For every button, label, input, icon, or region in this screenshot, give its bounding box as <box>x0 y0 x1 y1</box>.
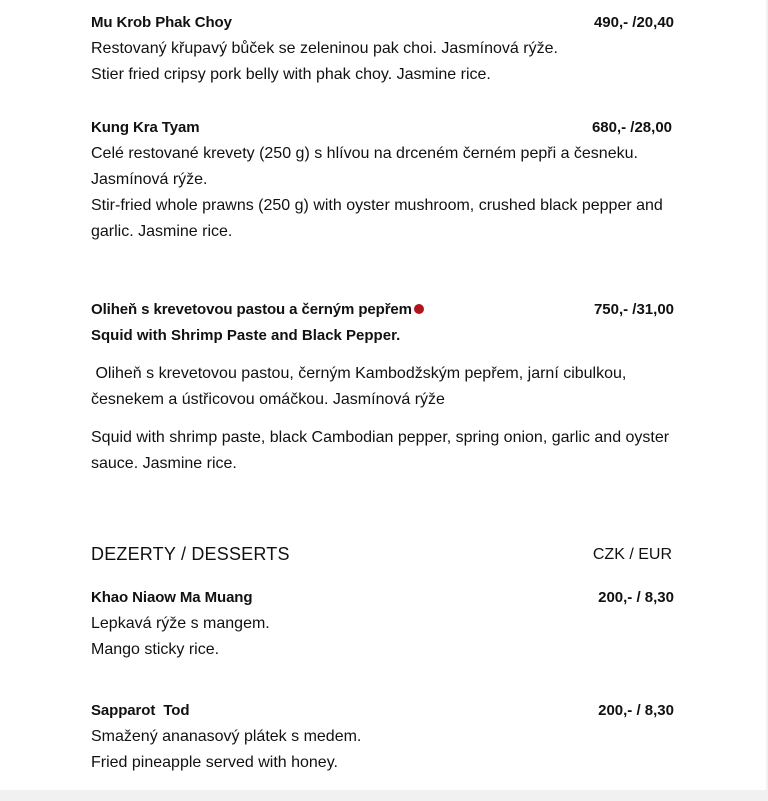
menu-item-description-cz: česnekem a ústřicovou omáčkou. Jasmínová rýže <box>91 391 445 408</box>
menu-item-name-wrap <box>91 297 424 323</box>
menu-item-description-cz: Jasmínová rýže. <box>91 171 208 188</box>
menu-item-description-en: Squid with shrimp paste, black Cambodian pepper, spring onion, garlic and oyster <box>91 429 670 446</box>
menu-item-name: Sapparot Tod <box>91 702 190 719</box>
menu-item-price: 200,- / 8,30 <box>598 589 674 606</box>
menu-item-header <box>91 10 674 36</box>
menu-item-description-cz: Restovaný křupavý bůček se zeleninou pak choi. Jasmínová rýže. <box>91 40 558 57</box>
menu-item-price: 750,- /31,00 <box>593 301 674 318</box>
menu-item <box>91 115 674 245</box>
menu-item-name: Kung Kra Tyam <box>91 119 200 136</box>
menu-item-name: Khao Niaow Ma Muang <box>91 589 253 606</box>
menu-item-description-en: Stir-fried whole prawns (250 g) with oyster mushroom, crushed black pepper and <box>91 197 663 214</box>
menu-item <box>91 297 674 477</box>
menu-item-header <box>91 585 674 611</box>
menu-item-description-en: Stier fried cripsy pork belly with phak choy. Jasmine rice. <box>91 66 491 83</box>
menu-item-description-en: Fried pineapple served with honey. <box>91 754 338 771</box>
menu-item <box>91 698 674 776</box>
menu-item-subtitle: Squid with Shrimp Paste and Black Pepper. <box>91 327 401 344</box>
menu-item-header <box>91 297 674 323</box>
menu-item-name: Mu Krob Phak Choy <box>91 14 232 31</box>
menu-item-description-cz: Lepkavá rýže s mangem. <box>91 615 270 632</box>
menu-item-description-cz: Smažený ananasový plátek s medem. <box>91 728 362 745</box>
menu-item-price: 680,- /28,00 <box>591 119 672 136</box>
section-currency: CZK / EUR <box>592 546 672 563</box>
menu-item-description-en: sauce. Jasmine rice. <box>91 455 237 472</box>
menu-item-description-cz: Celé restované krevety (250 g) s hlívou na drceném černém pepři a česneku. <box>91 145 638 162</box>
menu-item-price: 490,- /20,40 <box>593 14 674 31</box>
spicy-dot-icon <box>414 304 424 314</box>
menu-item-header <box>91 698 674 724</box>
menu-item-description-en: garlic. Jasmine rice. <box>91 223 233 240</box>
menu-item <box>91 10 674 88</box>
menu-item-header <box>91 115 674 141</box>
menu-item-description-cz: Oliheň s krevetovou pastou, černým Kambodžským pepřem, jarní cibulkou, <box>91 365 627 382</box>
section-title: DEZERTY / DESSERTS <box>91 544 290 564</box>
menu-item-description-en: Mango sticky rice. <box>91 641 220 658</box>
menu-item-price: 200,- / 8,30 <box>598 702 674 719</box>
menu-item-name: Oliheň s krevetovou pastou a černým pepřem <box>91 301 412 318</box>
menu-item <box>91 585 674 663</box>
